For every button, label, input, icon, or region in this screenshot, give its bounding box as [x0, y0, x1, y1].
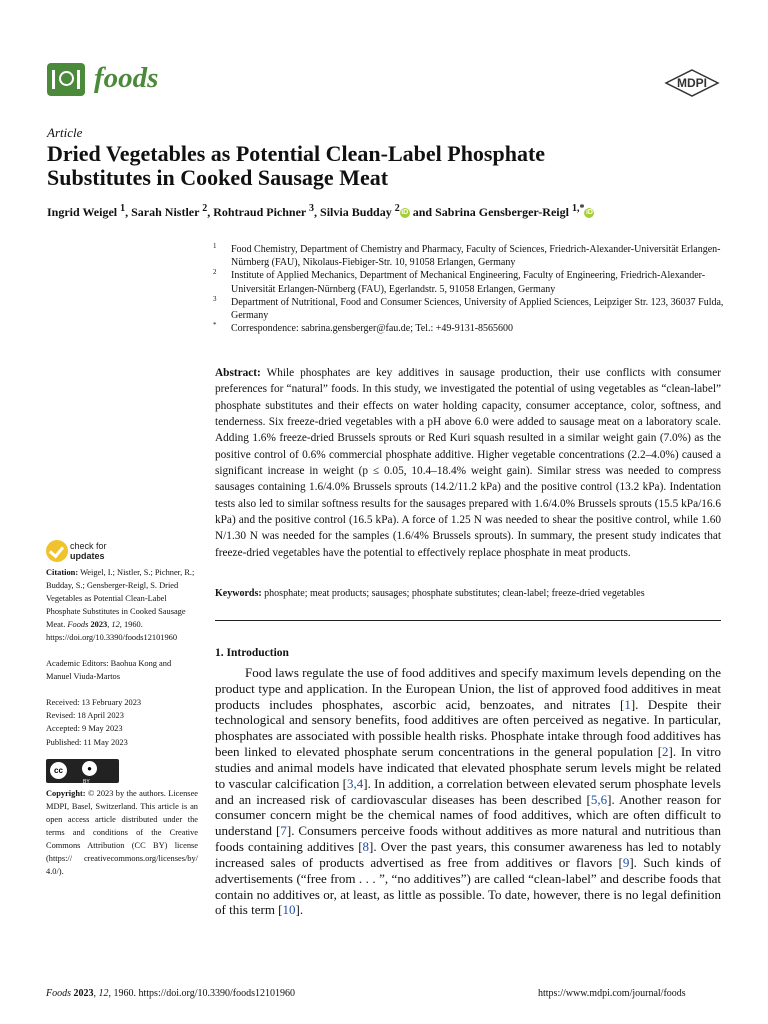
intro-text: ]. Over the past years, this consumer awareness has led to notably increased sales of products advertised as free from additives or flavors [: [215, 839, 721, 870]
plate-icon: [59, 71, 74, 86]
copyright-notice: [46, 787, 198, 878]
author-separator: ,: [125, 205, 132, 219]
footer-citation: Foods 2023, 12, 1960. https://doi.org/10.3390/foods12101960: [46, 988, 295, 999]
affiliation-number: 3: [213, 294, 217, 303]
author-affiliation-number: 2: [394, 203, 400, 214]
attribution-person-icon: ●: [82, 761, 97, 776]
author-name[interactable]: Rohtraud Pichner: [213, 205, 307, 219]
keywords: [215, 587, 721, 601]
reference-link[interactable]: 9: [622, 854, 630, 870]
citation-volume: 12: [111, 620, 120, 630]
author-separator: ,: [314, 205, 321, 219]
citation: Citation: Weigel, I.; Nistler, S.; Pichner, R.; Budday, S.; Gensberger-Reigl, S. Dried Vegetables as Potential Clean-Label Phosphate Substitutes in Cooked Sausage Meat. Foods 2023, 12, 1960. https://doi.org/10.3390/foods12101960: [46, 568, 195, 643]
footer-volume: 12: [98, 988, 109, 999]
cc-icon: cc: [50, 762, 67, 779]
author-name[interactable]: Ingrid Weigel: [47, 205, 118, 219]
intro-text: ]. In vitro studies and animal models have indicated that elevated phosphate serum levels might be related to vascular calcification [: [215, 744, 721, 791]
author-affiliation-number: 1,*: [571, 203, 585, 214]
date-published: Published: 11 May 2023: [46, 737, 128, 747]
author-affiliation-number: 1: [120, 203, 126, 214]
mdpi-logo[interactable]: [664, 69, 720, 97]
author-affiliation-number: 2: [202, 203, 208, 214]
article-type: Article: [47, 125, 83, 140]
date-accepted: Accepted: 9 May 2023: [46, 724, 123, 734]
intro-text: ].: [295, 902, 304, 918]
orcid-icon[interactable]: iD: [401, 209, 409, 217]
author-name[interactable]: Silvia Budday: [320, 205, 392, 219]
affiliation-number: *: [213, 321, 217, 330]
affiliation-number: 1: [213, 242, 217, 250]
check-for-updates-button[interactable]: [46, 538, 156, 566]
journal-name[interactable]: foods: [94, 62, 159, 94]
article-info-sidebar: [46, 566, 198, 878]
affiliation-number: 2: [213, 268, 217, 277]
orcid-icon[interactable]: iD: [585, 209, 593, 217]
knife-icon: [77, 70, 80, 89]
reference-link[interactable]: 7: [280, 823, 287, 839]
keywords-text: phosphate; meat products; sausages; phosphate substitutes; clean-label; freeze-dried vegetables: [264, 588, 645, 599]
check-updates-line1: check for: [70, 541, 107, 551]
author-affiliation-number: 3: [309, 203, 315, 214]
intro-text: ]. Consumers perceive foods without additives as more natural and nutritious than foods containing additives [: [215, 823, 721, 855]
journal-logo-icon: [47, 63, 85, 96]
affiliation-text: Department of Nutritional, Food and Consumer Sciences, University of Applied Sciences, Leipziger Str. 123, 36037 Fulda, Germany: [231, 296, 724, 322]
reference-link[interactable]: 1: [624, 696, 631, 712]
section-heading-introduction: 1. Introduction: [215, 647, 289, 659]
reference-link[interactable]: 5,6: [590, 791, 608, 807]
mdpi-logo-text: MDPI: [677, 76, 707, 90]
keywords-label: Keywords:: [215, 588, 262, 599]
intro-text: ]. Another reason for consumer concern might be the chemical names of food additives, which are often difficult to understand [: [215, 791, 721, 839]
footer-journal: Foods: [46, 988, 71, 999]
abstract: [215, 365, 721, 561]
author-name[interactable]: Sarah Nistler: [131, 205, 200, 219]
citation-text: Weigel, I.; Nistler, S.; Pichner, R.; Budday, S.; Gensberger-Reigl, S. Dried Vegetables as Potential Clean-Label Phosphate Substitutes in Cooked Sausage Meat.: [46, 568, 195, 630]
author-separator: ,: [207, 205, 214, 219]
author-separator: and: [409, 205, 436, 219]
article-title: Dried Vegetables as Potential Clean-Label Phosphate Substitutes in Cooked Sausage Meat: [47, 141, 546, 190]
affiliation-item: [213, 322, 728, 335]
fork-icon: [52, 70, 55, 89]
reference-link[interactable]: 10: [282, 902, 296, 918]
intro-text: Food laws regulate the use of food additives and specify maximum levels depending on the product type and application. In the European Union, the list of approved food additives in meat products includes phosphates, ascorbic acid, benzoates, and nitrates [: [215, 665, 721, 712]
cc-by-label: BY: [83, 778, 90, 785]
check-updates-line2: updates: [70, 551, 105, 561]
intro-text: ]. Despite their technological and sensory benefits, food additives are often perceived as negative. In particular, phosphates are associated with possible health risks. Phosphate intake through food additives has been linked to elevated phosphate serum concentrations in the general population [: [215, 696, 721, 760]
affiliation-item: [213, 243, 728, 269]
section-divider: [215, 620, 721, 621]
intro-text: ]. Such kinds of advertisements (“free from . . . ”, “no additives”) are called “clean-label” and describe foods that contain no additives or, at least, as little as possible. To date, however, there is no legal definition of this term [: [215, 854, 721, 918]
affiliation-text: Institute of Applied Mechanics, Department of Mechanical Engineering, Faculty of Engineering, Friedrich-Alexander-Universität Erlangen-Nürnberg (FAU), Egerlandstr. 5, 91058 Erlangen, Germany: [231, 270, 706, 295]
introduction-paragraph: [215, 665, 721, 918]
author-list: [47, 203, 594, 220]
affiliation-item: [213, 296, 728, 322]
check-updates-icon: [46, 540, 68, 562]
citation-doi[interactable]: , 1960. https://doi.org/10.3390/foods12101960: [46, 620, 178, 643]
citation-journal: Foods: [67, 620, 89, 630]
footer-year: 2023: [73, 988, 94, 999]
intro-text: ]. In addition, a correlation between elevated serum phosphate levels and an increased risk of cardiovascular diseases has been described [: [215, 775, 721, 807]
abstract-label: Abstract:: [215, 367, 261, 379]
reference-link[interactable]: 3,4: [347, 775, 364, 791]
affiliations: [213, 243, 728, 335]
reference-link[interactable]: 2: [662, 744, 669, 760]
affiliation-item: [213, 269, 728, 295]
author-name[interactable]: Sabrina Gensberger-Reigl: [435, 205, 569, 219]
abstract-text: While phosphates are key additives in sausage production, their use conflicts with consumer preferences for “natural” foods. In this study, we investigated the potential of using vegetables as “clean-label” phosphate substitutes and their effects on water holding capacity, consumer acceptance, color, softness, and tenderness. Six freeze-dried vegetables with a pH above 6.0 were added to sausage meat on a laboratory scale. Adding 1.6% freeze-dried Brussels sprouts or Red Kuri squash resulted in a similar weight gain (7.0%) as the positive control of 0.6% commercial phosphate additive. Higher vegetable concentrations (2.2–4.0%) caused a significant increase in weight (p ≤ 0.05, 10.4–18.4% weight gain). Similar stress was needed to compress sausages containing 1.6/4.0% Brussels sprouts (14.2/11.2 kPa) and the positive control (13.2 kPa). Indentation tests also led to similar softness results for the sausages prepared with 1.6/4.0% Brussels sprouts (15.5 kPa/16.6 kPa) and the positive control (16.5 kPa). A force of 1.25 N was needed to shear the positive control, while 1.60 N/1.30 N was needed for the samples (1.6/4% Brussels sprouts). In summary, the present study indicates that freeze-dried vegetables have the potential to effectively replace phosphate in meat products.: [215, 367, 721, 559]
citation-year: 2023: [90, 620, 108, 630]
copyright-label: Copyright:: [46, 788, 86, 798]
academic-editors: Academic Editors: Baohua Kong and Manuel Viuda-Martos: [46, 659, 172, 682]
affiliation-text: Correspondence: sabrina.gensberger@fau.de; Tel.: +49-9131-8565600: [231, 323, 514, 335]
copyright-text: © 2023 by the authors. Licensee MDPI, Basel, Switzerland. This article is an open access article distributed under the terms and conditions of the Creative Commons Attribution (CC BY) license (https:// creativecommons.org/licenses/by/ 4.0/).: [46, 788, 198, 876]
date-revised: Revised: 18 April 2023: [46, 711, 124, 721]
date-received: Received: 13 February 2023: [46, 698, 142, 708]
citation-label: Citation:: [46, 568, 79, 577]
affiliation-text: Food Chemistry, Department of Chemistry and Pharmacy, Faculty of Sciences, Friedrich-Alexander-Universität Erlangen-Nürnberg (FAU), Nikolaus-Fiebiger-Str. 10, 91058 Erlangen, Germany: [231, 244, 721, 269]
footer-doi[interactable]: , 1960. https://doi.org/10.3390/foods12101960: [108, 988, 295, 999]
cc-by-license-badge[interactable]: [46, 759, 119, 783]
reference-link[interactable]: 8: [362, 839, 370, 855]
footer-journal-url[interactable]: https://www.mdpi.com/journal/foods: [538, 988, 686, 999]
